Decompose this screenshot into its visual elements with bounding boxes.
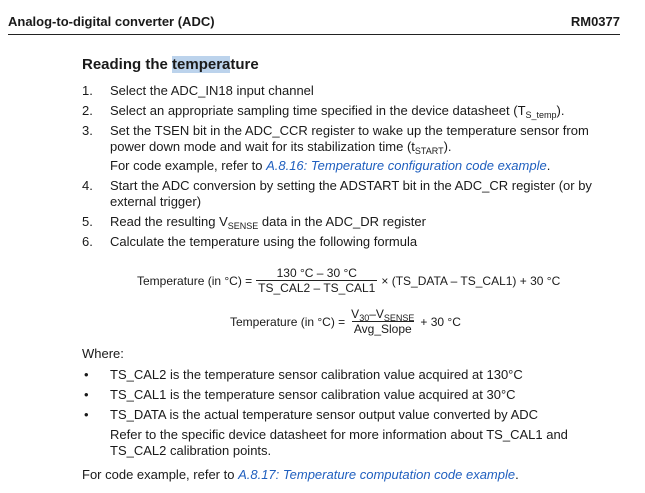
page-header: [8, 12, 620, 35]
bullet-icon: •: [84, 387, 89, 402]
step-number: 5.: [82, 214, 93, 229]
step-4: [82, 178, 627, 210]
bullet-icon: •: [84, 367, 89, 382]
temperature-formula-slope: [230, 307, 461, 336]
list-item-note: Refer to the specific device datasheet for more information about TS_CAL1 and TS_CAL2 calibration points.: [110, 427, 568, 458]
step-text: Start the ADC conversion by setting the ADSTART bit in the ADC_CR register (or by external trigger): [110, 178, 592, 209]
note-suffix: .: [515, 467, 519, 482]
code-example-note: [110, 158, 627, 174]
list-item-text: TS_CAL1 is the temperature sensor calibration value acquired at 30°C: [110, 387, 516, 402]
bullet-icon: •: [84, 407, 89, 422]
step-text: Read the resulting V: [110, 214, 228, 229]
step-text: Select an appropriate sampling time specified in the device datasheet (T: [110, 103, 526, 118]
step-6: [82, 234, 627, 250]
list-item: [82, 387, 627, 403]
formula-lhs: Temperature (in °C) =: [137, 273, 253, 288]
step-number: 3.: [82, 123, 93, 138]
definitions-list: [82, 367, 627, 463]
list-item: [82, 367, 627, 383]
chapter-title: Analog-to-digital converter (ADC): [8, 14, 215, 29]
search-highlight: tempera: [172, 56, 231, 73]
code-example-link[interactable]: A.8.17: Temperature computation code example: [238, 467, 516, 482]
code-example-note: [82, 467, 519, 482]
step-5: [82, 214, 627, 230]
subscript: S_temp: [525, 110, 557, 120]
note-prefix: For code example, refer to: [82, 467, 239, 482]
document-id: RM0377: [570, 14, 620, 29]
step-text: Set the TSEN bit in the ADC_CCR register to wake up the temperature sensor from power down mode and wait for its stabilization time (t: [110, 123, 589, 154]
step-number: 4.: [82, 178, 93, 193]
fraction-denominator: TS_CAL2 – TS_CAL1: [258, 281, 376, 295]
list-item: [82, 407, 627, 459]
note-suffix: .: [546, 158, 551, 173]
procedure-steps: [82, 83, 627, 254]
numerator-v: V: [351, 307, 360, 321]
formula-fraction: [349, 307, 416, 336]
code-example-link[interactable]: A.8.16: Temperature configuration code example: [266, 158, 547, 173]
step-text-end: ).: [556, 103, 565, 118]
subscript: SENSE: [227, 221, 259, 231]
subscript: SENSE: [383, 313, 415, 323]
section-title: [82, 56, 259, 73]
step-3: [82, 123, 627, 174]
section-title-before: Reading the: [82, 56, 173, 73]
subscript: 30: [359, 313, 370, 323]
formula-rhs: + 30 °C: [420, 314, 461, 329]
where-label: Where:: [82, 346, 124, 361]
step-1: [82, 83, 627, 99]
step-text: Calculate the temperature using the following formula: [110, 234, 418, 249]
step-number: 6.: [82, 234, 93, 249]
formula-rhs: × (TS_DATA – TS_CAL1) + 30 °C: [381, 273, 561, 288]
formula-lhs: Temperature (in °C) =: [230, 314, 346, 329]
list-item-text: TS_CAL2 is the temperature sensor calibration value acquired at 130°C: [110, 367, 523, 382]
fraction-numerator: 130 °C – 30 °C: [276, 266, 357, 280]
step-text-end: ).: [443, 139, 452, 154]
subscript: START: [414, 146, 444, 156]
step-number: 1.: [82, 83, 93, 98]
step-text-end: data in the ADC_DR register: [258, 214, 426, 229]
step-text: Select the ADC_IN18 input channel: [110, 83, 314, 98]
step-number: 2.: [82, 103, 93, 118]
temperature-formula-calibrated: [137, 266, 560, 295]
numerator-mid: –V: [369, 307, 384, 321]
note-prefix: For code example, refer to: [110, 158, 267, 173]
fraction-numerator: [349, 307, 416, 321]
list-item-text: TS_DATA is the actual temperature sensor output value converted by ADC: [110, 407, 539, 422]
fraction-denominator: Avg_Slope: [353, 322, 412, 336]
formula-fraction: [256, 266, 377, 295]
section-title-after: ture: [230, 56, 259, 73]
step-2: [82, 103, 627, 119]
